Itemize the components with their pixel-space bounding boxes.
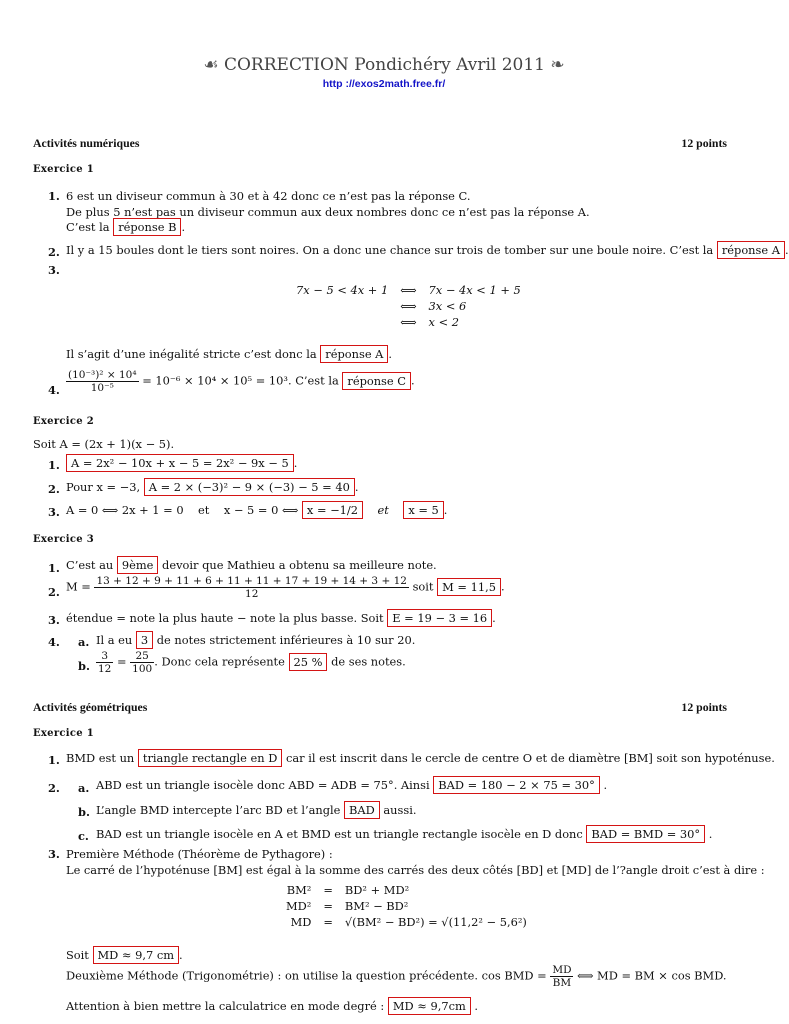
eq-lhs: BM²: [286, 883, 312, 897]
page-title: [0, 55, 768, 75]
question-number: 4.: [48, 383, 60, 397]
answer-box: 9ème: [117, 556, 159, 574]
text: .: [443, 503, 448, 517]
text-line: [66, 454, 297, 472]
answer-box: x = 5: [403, 501, 443, 519]
answer-box: réponse A: [320, 345, 388, 363]
text: étendue = note la plus haute − note la plus basse. Soit: [66, 611, 384, 625]
text: devoir que Mathieu a obtenu sa meilleure note.: [162, 558, 437, 572]
eq-lhs: [290, 298, 394, 314]
exercise-title: Exercice 1: [33, 164, 94, 175]
text-line: [66, 556, 437, 574]
subquestion-number: c.: [78, 829, 89, 843]
question-number: 4.: [48, 635, 60, 649]
question-number: 2.: [48, 482, 60, 496]
numerator: (10⁻³)² × 10⁴: [68, 369, 137, 381]
text: ABD est un triangle isocèle donc ABD = ADB = 75°. Ainsi: [96, 778, 430, 792]
text: M =: [66, 579, 91, 594]
text: soit: [412, 579, 434, 594]
question-number: 2.: [48, 781, 60, 795]
section-points-numeric: 12 points: [681, 136, 727, 150]
eq-rhs: 7x − 4x < 1 + 5: [428, 283, 521, 297]
answer-box: E = 19 − 3 = 16: [387, 609, 492, 627]
equation-row: [280, 882, 533, 898]
denominator: 10⁻⁵: [90, 382, 114, 394]
equation-row: [290, 314, 527, 330]
text: Il a eu: [96, 633, 133, 647]
equation-row: [290, 282, 527, 298]
text-line: [66, 241, 789, 259]
question-number: 1.: [48, 189, 60, 203]
text: .: [388, 347, 393, 361]
text: BMD est un: [66, 751, 135, 765]
text: .: [181, 220, 186, 234]
fraction: [94, 575, 409, 600]
text-line: [66, 575, 505, 600]
eq-op: =: [323, 899, 333, 913]
eq-rhs: BM² − BD²: [344, 899, 409, 913]
text: = 10⁻⁶ × 10⁴ × 10⁵ = 10³. C’est la: [142, 373, 339, 388]
text: Il y a 15 boules dont le tiers sont noires. On a donc une chance sur trois de tomber sur une boule noire. C’est la: [66, 243, 714, 257]
question-number: 3.: [48, 505, 60, 519]
answer-box: A = 2x² − 10x + x − 5 = 2x² − 9x − 5: [66, 454, 294, 472]
text: et: [377, 503, 389, 517]
text: Attention à bien mettre la calculatrice en mode degré :: [66, 999, 385, 1013]
eq-op: ⟺: [400, 299, 417, 313]
text-line: [96, 776, 607, 794]
text: de ses notes.: [331, 654, 406, 669]
subquestion-number: a.: [78, 781, 90, 795]
answer-box: réponse B: [113, 218, 181, 236]
inequality-system: [290, 282, 527, 330]
denominator: 100: [132, 663, 153, 675]
text-line: [66, 997, 478, 1015]
text: .: [708, 827, 713, 841]
exercise-title: Exercice 3: [33, 534, 94, 545]
subquestion-number: b.: [78, 659, 90, 673]
answer-box: x = −1/2: [302, 501, 363, 519]
text: .: [474, 999, 479, 1013]
eq-op: ⟺: [400, 283, 417, 297]
text: . Donc cela représente: [154, 654, 285, 669]
text: .: [784, 243, 789, 257]
question-number: 2.: [48, 245, 60, 259]
exercise-title: Exercice 2: [33, 416, 94, 427]
text-line: [66, 964, 727, 989]
eq-rhs: x < 2: [428, 315, 460, 329]
question-number: 2.: [48, 585, 60, 599]
text-line: [66, 369, 415, 394]
text: Pour x = −3,: [66, 480, 141, 494]
section-heading-geometric: Activités géométriques: [33, 700, 148, 714]
text: .: [492, 611, 496, 625]
text-line: [66, 218, 185, 236]
source-link[interactable]: http ://exos2math.free.fr/: [322, 78, 446, 90]
ornament-right-icon: ❧: [550, 55, 565, 75]
eq-op: =: [323, 883, 333, 897]
text: C’est la: [66, 220, 110, 234]
question-number: 3.: [48, 847, 60, 861]
text: .: [293, 456, 298, 470]
text-line: [66, 345, 392, 363]
text: Soit: [66, 948, 89, 962]
numerator: 13 + 12 + 9 + 11 + 6 + 11 + 11 + 17 + 19 + 14 + 3 + 12: [96, 575, 407, 587]
answer-box: BAD: [344, 801, 380, 819]
text-line: De plus 5 n’est pas un diviseur commun aux deux nombres donc ce n’est pas la réponse A.: [66, 205, 590, 219]
fraction: [66, 369, 139, 394]
answer-box: 25 %: [289, 653, 328, 671]
fraction: [550, 964, 573, 989]
answer-box: triangle rectangle en D: [138, 749, 283, 767]
eq-op: =: [323, 915, 333, 929]
text-line: [66, 609, 496, 627]
equation-row: [280, 898, 533, 914]
text: L’angle BMD intercepte l’arc BD et l’angle: [96, 803, 341, 817]
ornament-left-icon: ☙: [203, 55, 219, 75]
text: .: [179, 948, 183, 962]
equation-row: [290, 298, 527, 314]
section-heading-numeric: Activités numériques: [33, 136, 140, 150]
denominator: 12: [245, 588, 259, 600]
answer-box: MD ≈ 9,7cm: [388, 997, 471, 1015]
question-number: 1.: [48, 753, 60, 767]
text: .: [354, 480, 359, 494]
question-number: 3.: [48, 263, 60, 277]
text: BAD est un triangle isocèle en A et BMD est un triangle rectangle isocèle en D donc: [96, 827, 583, 841]
text: de notes strictement inférieures à 10 sur 20.: [156, 633, 416, 647]
text-line: [96, 631, 415, 649]
text-line: Le carré de l’hypoténuse [BM] est égal à la somme des carrés des deux côtés [BD] et [MD] de l’?angle droit c’est à dire :: [66, 863, 765, 877]
text-line: [66, 478, 358, 496]
text-line: Soit A = (2x + 1)(x − 5).: [33, 437, 175, 451]
question-number: 1.: [48, 561, 60, 575]
text-line: Première Méthode (Théorème de Pythagore) :: [66, 847, 333, 861]
numerator: 25: [130, 650, 154, 663]
denominator: 12: [98, 663, 112, 675]
subquestion-number: a.: [78, 635, 90, 649]
answer-box: MD ≈ 9,7 cm: [93, 946, 180, 964]
answer-box: 3: [136, 631, 153, 649]
answer-box: M = 11,5: [437, 578, 501, 596]
text: C’est au: [66, 558, 114, 572]
numerator: 3: [96, 650, 113, 663]
text: aussi.: [383, 803, 417, 817]
numerator: MD: [552, 964, 572, 976]
text-line: [96, 801, 416, 819]
eq-rhs: √(BM² − BD²) = √(11,2² − 5,6²): [344, 915, 527, 929]
exercise-title: Exercice 1: [33, 728, 94, 739]
text: .: [603, 778, 608, 792]
text-line: [96, 650, 406, 675]
answer-box: BAD = 180 − 2 × 75 = 30°: [433, 776, 600, 794]
text-line: [96, 825, 712, 843]
pythagoras-equations: [280, 882, 533, 930]
section-points-geometric: 12 points: [681, 700, 727, 714]
text: A = 0 ⟺ 2x + 1 = 0 et x − 5 = 0 ⟺: [66, 503, 299, 517]
question-number: 3.: [48, 613, 60, 627]
text-line: [66, 946, 183, 964]
text: ⟺ MD = BM × cos BMD.: [577, 968, 727, 983]
text: .: [411, 373, 415, 388]
fraction: [130, 650, 154, 675]
text: Il s’agit d’une inégalité stricte c’est donc la: [66, 347, 317, 361]
eq-lhs: 7x − 5 < 4x + 1: [296, 283, 389, 297]
eq-lhs: MD: [290, 915, 312, 929]
eq-rhs: BD² + MD²: [344, 883, 410, 897]
denominator: BM: [552, 977, 572, 989]
answer-box: A = 2 × (−3)² − 9 × (−3) − 5 = 40: [144, 478, 355, 496]
eq-op: ⟺: [400, 315, 417, 329]
text: Deuxième Méthode (Trigonométrie) : on utilise la question précédente. cos BMD =: [66, 968, 547, 983]
subquestion-number: b.: [78, 805, 90, 819]
text-line: [66, 749, 775, 767]
text: .: [500, 579, 505, 594]
eq-rhs: 3x < 6: [428, 299, 467, 313]
fraction: [96, 650, 113, 675]
eq-lhs: [290, 314, 394, 330]
title-text: CORRECTION Pondichéry Avril 2011: [223, 55, 545, 75]
equation-row: [280, 914, 533, 930]
text-line: [66, 501, 447, 519]
eq-lhs: MD²: [286, 899, 312, 913]
text: =: [117, 654, 127, 669]
question-number: 1.: [48, 458, 60, 472]
text-line: 6 est un diviseur commun à 30 et à 42 donc ce n’est pas la réponse C.: [66, 189, 471, 203]
answer-box: réponse A: [717, 241, 785, 259]
answer-box: réponse C: [342, 372, 411, 390]
answer-box: BAD = BMD = 30°: [586, 825, 705, 843]
text: car il est inscrit dans le cercle de centre O et de diamètre [BM] soit son hypoténuse.: [286, 751, 775, 765]
